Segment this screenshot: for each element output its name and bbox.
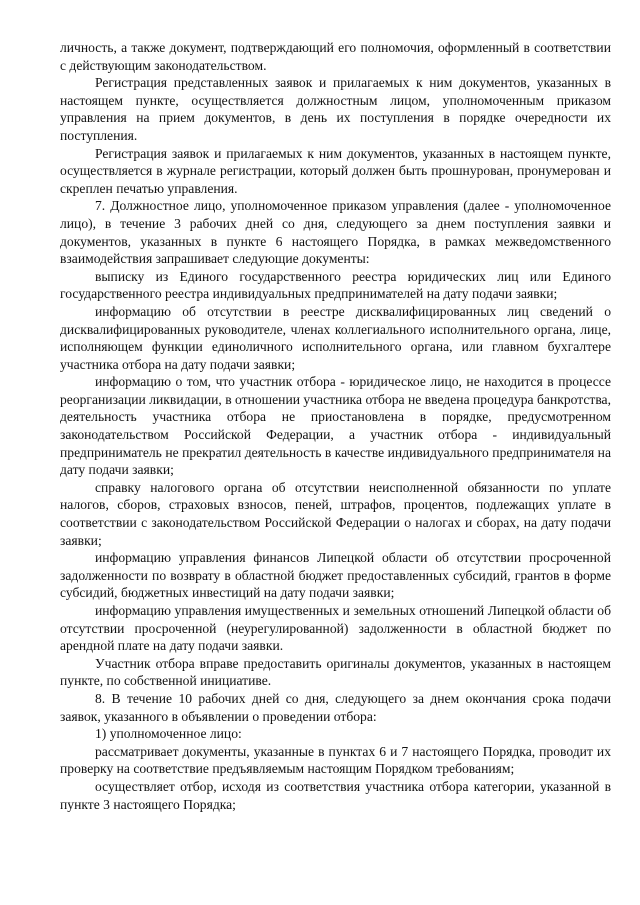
- paragraph-item-8: 8. В течение 10 рабочих дней со дня, следующего за днем окончания срока подачи заявок, указанного в объявлении о проведении отбора:: [60, 690, 611, 724]
- paragraph-registration-timing: Регистрация представленных заявок и прилагаемых к ним документов, указанных в настоящем пункте, осуществляется должностным лицом, уполномоченным приказом управления на прием документов, в день их поступления в порядке очередности их поступления.: [60, 75, 611, 143]
- paragraph-continuation: личность, а также документ, подтверждающий его полномочия, оформленный в соответствии с действующим законодательством.: [60, 40, 611, 73]
- paragraph-tax-certificate: справку налогового органа об отсутствии неисполненной обязанности по уплате налогов, сборов, страховых взносов, пеней, штрафов, процентов, подлежащих уплате в соответствии с законодательством Российской Федерации о налогах и сборах, на дату подачи заявки;: [60, 479, 611, 548]
- document-body: [60, 39, 611, 813]
- paragraph-disqualified-registry: информацию об отсутствии в реестре дисквалифицированных лиц сведений о дисквалифицированных руководителе, членах коллегиального исполнительного органа, лице, исполняющем функции единоличного исполнительного органа, или главном бухгалтере участника отбора на дату подачи заявки;: [60, 303, 611, 372]
- paragraph-selection: осуществляет отбор, исходя из соответствия участника отбора категории, указанной в пункте 3 настоящего Порядка;: [60, 778, 611, 812]
- paragraph-registration-journal: Регистрация заявок и прилагаемых к ним документов, указанных в настоящем пункте, осуществляется в журнале регистрации, который должен быть прошнурован, пронумерован и скреплен печатью управления.: [60, 145, 611, 196]
- paragraph-review-documents: рассматривает документы, указанные в пунктах 6 и 7 настоящего Порядка, проводит их проверку на соответствие предъявляемым настоящим Порядком требованиям;: [60, 743, 611, 777]
- paragraph-egrul-extract: выписку из Единого государственного реестра юридических лиц или Единого государственного реестра индивидуальных предпринимателей на дату подачи заявки;: [60, 268, 611, 302]
- paragraph-originals-right: Участник отбора вправе предоставить оригиналы документов, указанных в настоящем пункте, по собственной инициативе.: [60, 655, 611, 689]
- paragraph-item-7: 7. Должностное лицо, уполномоченное приказом управления (далее - уполномоченное лицо), в течение 3 рабочих дней со дня, следующего за днем поступления заявки и документов, указанных в пункте 6 настоящего Порядка, в рамках межведомственного взаимодействия запрашивает следующие документы:: [60, 198, 611, 267]
- paragraph-property-info: информацию управления имущественных и земельных отношений Липецкой области об отсутствии просроченной (неурегулированной) задолженности в областной бюджет по арендной плате на дату подачи заявки.: [60, 603, 611, 654]
- paragraph-subitem-1: 1) уполномоченное лицо:: [95, 726, 242, 742]
- paragraph-reorganization-info: информацию о том, что участник отбора - юридическое лицо, не находится в процессе реорганизации ликвидации, в отношении участника отбора не введена процедура банкротства, деятельность участника отбора не приостановлена в порядке, предусмотренном законодательством Российской Федерации, а участник отбора - индивидуальный предприниматель не прекратил деятельность в качестве индивидуального предпринимателя на дату подачи заявки;: [60, 374, 611, 478]
- paragraph-finance-info: информацию управления финансов Липецкой области об отсутствии просроченной задолженности по возврату в областной бюджет предоставленных субсидий, грантов в форме субсидий, бюджетных инвестиций на дату подачи заявки;: [60, 550, 611, 601]
